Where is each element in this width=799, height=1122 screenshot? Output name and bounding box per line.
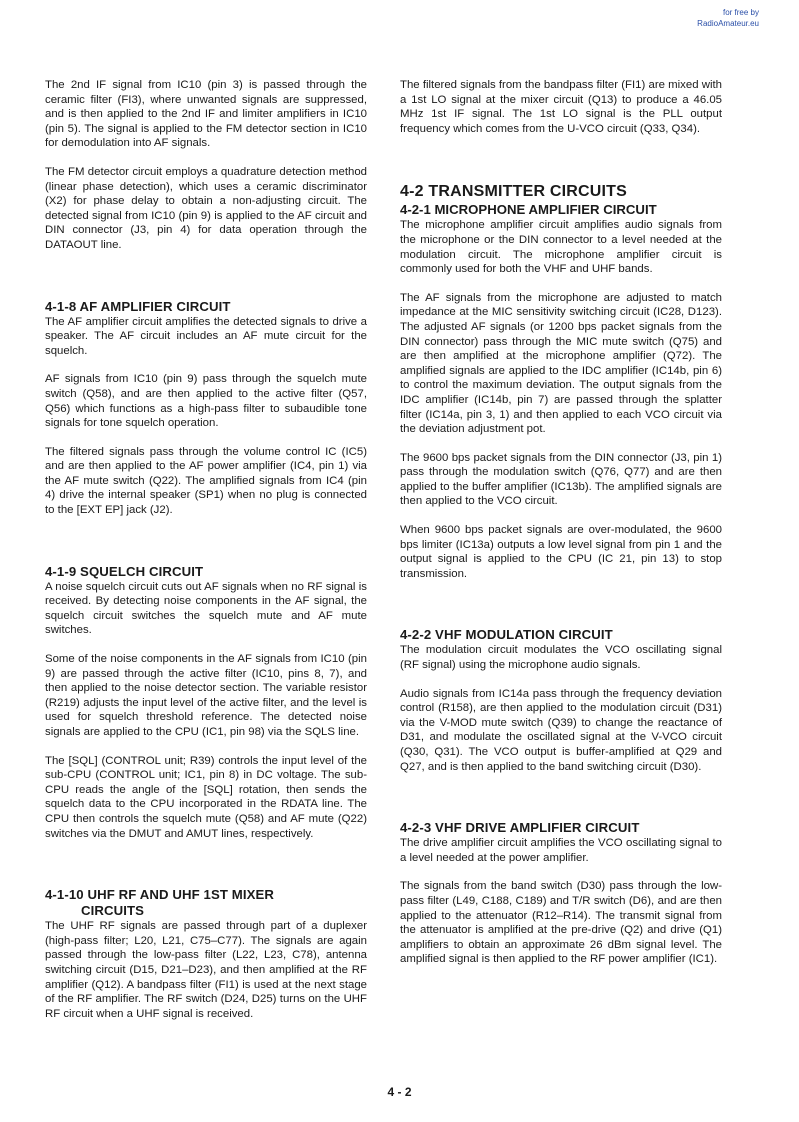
paragraph: The UHF RF signals are passed through part of a duplexer (high-pass filter; L20, L21, C75–C77). The signals are again passed through the low-pass filter (L22, L23, C78), antenna switching circuit (D15, D21–D23), and then amplified at the RF amplifier (Q12). A bandpass filter (FI1) is used at the next stage of the RF amplifier. The RF switch (D24, D25) turns on the UHF RF circuit when a UHF signal is received. (45, 920, 367, 1020)
paragraph: The modulation circuit modulates the VCO oscillating signal (RF signal) using the microphone audio signals. (400, 644, 722, 672)
paragraph: The filtered signals pass through the volume control IC (IC5) and are then applied to the AF power amplifier (IC4, pin 1) via the AF mute switch (Q22). The amplified signals from IC4 (pin 4) drive the internal speaker (SP1) when no plug is connected to the [EXT EP] jack (J2). (45, 445, 367, 517)
heading-line: 4-1-10 UHF RF AND UHF 1ST MIXER (45, 887, 275, 903)
paragraph: Audio signals from IC14a pass through the frequency deviation control (R158), are then applied to the modulation circuit (D31) via the V-MOD mute switch (Q39) to change the reactance of D31, and modulate the oscillated signal at the V-VCO circuit (Q30, Q31). The VCO output is buffer-amplified at Q29 and Q27, and is then applied to the band switching circuit (D30). (400, 687, 722, 773)
page-number: 4 - 2 (387, 1085, 412, 1099)
paragraph: AF signals from IC10 (pin 9) pass through the squelch mute switch (Q58), and are then applied to the active filter (Q57, Q56) which functions as a high-pass filter to subaudible tone signals for tone squelch operation. (45, 373, 367, 430)
paragraph: The microphone amplifier circuit amplifies audio signals from the microphone or the DIN connector to a level needed at the modulation circuit. The microphone amplifier circuit is commonly used for both the VHF and UHF bands. (400, 219, 722, 276)
section-heading-4-2-1: 4-2-1 MICROPHONE AMPLIFIER CIRCUIT (400, 202, 657, 218)
paragraph: A noise squelch circuit cuts out AF signals when no RF signal is received. By detecting noise components in the AF signal, the squelch circuit switches the squelch mute and AF mute switches. (45, 580, 367, 637)
paragraph: The signals from the band switch (D30) pass through the low-pass filter (L49, C188, C189) and T/R switch (D6), and are then applied to the attenuator (R12–R14). The transmit signal from the attenuator is amplified at the pre-drive (Q2) and drive (Q1) amplifiers to obtain an approximate 26 dBm signal level. The amplified signal is then applied to the RF power amplifier (IC1). (400, 880, 722, 966)
section-heading-4-1-9: 4-1-9 SQUELCH CIRCUIT (45, 563, 204, 579)
paragraph: The FM detector circuit employs a quadrature detection method (linear phase detection), which uses a ceramic discriminator (X2) for phase delay to obtain a non-adjusting circuit. The detected signal from IC10 (pin 9) is applied to the AF circuit and DIN connector (J3, pin 4) for data operation through the DATAOUT line. (45, 165, 367, 251)
section-heading-4-2-3: 4-2-3 VHF DRIVE AMPLIFIER CIRCUIT (400, 820, 640, 836)
paragraph: The 9600 bps packet signals from the DIN connector (J3, pin 1) pass through the modulation switch (Q76, Q77) and are then applied to the buffer amplifier (IC13b). The amplified signals are then applied to the VCO circuit. (400, 451, 722, 508)
paragraph: The AF signals from the microphone are adjusted to match impedance at the MIC sensitivity switching circuit (IC28, D123). The adjusted AF signals (or 1200 bps packet signals from the DIN connector) pass through the MIC mute switch (Q75) and are then amplified at the microphone amplifier (Q72). The amplified signals are applied to the IDC amplifier (IC14b, pin 6) to control the maximum deviation. The output signals from the IDC amplifier (IC14b, pin 7) are passed through the splatter filter (IC14a, pin 3, 1) and then applied to each VCO circuit via the deviation adjustment pot. (400, 291, 722, 436)
paragraph: Some of the noise components in the AF signals from IC10 (pin 9) are passed through the active filter (IC10, pins 8, 7), and then applied to the noise detector section. The variable resistor (R219) adjusts the input level of the active filter, and the level is used for squelch threshold reference. The detected noise signals are applied to the CPU (IC1, pin 98) via the SQLS line. (45, 653, 367, 738)
watermark-line2: RadioAmateur.eu (697, 19, 759, 28)
section-heading-4-2-2: 4-2-2 VHF MODULATION CIRCUIT (400, 627, 613, 643)
right-column (400, 78, 722, 967)
paragraph: When 9600 bps packet signals are over-modulated, the 9600 bps limiter (IC13a) outputs a low level signal from pin 1 and the output signal is applied to the CPU (IC 21, pin 13) to stop transmission. (400, 524, 722, 580)
paragraph: The drive amplifier circuit amplifies the VCO oscillating signal to a level needed at the power amplifier. (400, 837, 722, 864)
section-heading-4-2: 4-2 TRANSMITTER CIRCUITS (400, 183, 628, 201)
heading-line: CIRCUITS (81, 903, 145, 919)
paragraph: The [SQL] (CONTROL unit; R39) controls the input level of the sub-CPU (CONTROL unit; IC1, pin 8) in DC voltage. The sub-CPU reads the angle of the [SQL] rotation, then sends the squelch data to the CPU incorporated in the RDATA line. The CPU then controls the squelch mute (Q58) and AF mute (Q22) switches via the DMUT and AMUT lines, respectively. (45, 754, 367, 840)
paragraph: The filtered signals from the bandpass filter (FI1) are mixed with a 1st LO signal at the mixer circuit (Q13) to produce a 46.05 MHz 1st IF signal. The 1st LO signal is the PLL output frequency which comes from the U-VCO circuit (Q33, Q34). (400, 79, 722, 135)
watermark (639, 7, 759, 29)
paragraph: The 2nd IF signal from IC10 (pin 3) is passed through the ceramic filter (FI3), where unwanted signals are suppressed, and is then applied to the 2nd IF and limiter amplifiers in IC10 (pin 5). The signal is applied to the FM detector section in IC10 for demodulation into AF signals. (45, 79, 367, 150)
paragraph: The AF amplifier circuit amplifies the detected signals to drive a speaker. The AF circuit includes an AF mute circuit for the squelch. (45, 315, 367, 357)
watermark-line1: for free by (722, 8, 759, 17)
section-heading-4-1-10 (45, 887, 367, 919)
section-heading-4-1-8: 4-1-8 AF AMPLIFIER CIRCUIT (45, 298, 231, 314)
left-column (45, 78, 367, 1021)
